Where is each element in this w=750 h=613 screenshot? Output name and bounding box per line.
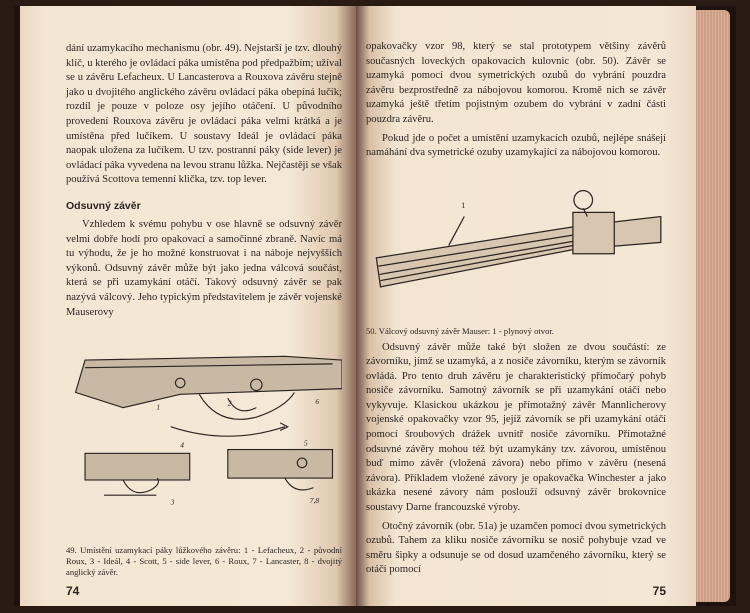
figure-label: 5 <box>303 438 308 448</box>
paragraph: Pokud jde o počet a umístění uzamykacích ozubů, nejlépe snášejí namáhání dva symetrické ozuby uzamykající za nábojovou komorou. <box>366 132 666 159</box>
figure-label: 3 <box>170 497 175 507</box>
figure-caption: 49. Umístění uzamykací páky lůžkového závěru: 1 - Lefacheux, 2 - původní Roux, 3 - Ideál, 4 - Scott, 5 - side lever, 6 - Roux, 7 - Lancaster, 8 - dvojitý anglický závěr. <box>66 545 342 577</box>
section-heading: Odsuvný závěr <box>66 199 141 212</box>
figure-label: 4 <box>180 440 185 450</box>
figure-50 <box>366 167 666 318</box>
figure-label: 1 <box>156 402 161 412</box>
left-page <box>20 6 356 606</box>
book-spread <box>14 6 736 606</box>
page-number: 74 <box>66 584 80 598</box>
page-edges <box>696 10 730 602</box>
figure-label: 1 <box>461 200 466 210</box>
page-number: 75 <box>652 584 666 598</box>
right-page <box>356 6 696 606</box>
paragraph: Odsuvný závěr může také být složen ze dvou součástí: ze závorníku, jímž se uzamyká, a z nosiče závorníku, kterým se závorník ovládá. Pro tento druh závěru je charakteristický přímočarý pohyb nosiče závorníku. Samotný závorník se při uzamykání otáčí nebo vykyvuje. Klasickou ukázkou je přímotažný závěr Mannlicherovy vojenské opakovačky vzor 95, jejíž závorník se při uzamykání otáčí pomocí šroubových drážek uvnitř nosiče závorníku. Přímotažné odsuvné závěry mohou též být uzamykány tzv. závorou, umístěnou buď mimo závěr (vložená závora) nebo přímo v závěru (nesená závora). Příkladem vložené závory je opakovačka Winchester a jako ukázka nesené závory nám poslouží odsuvný závěr brokovnice soustavy Darne francouzské výroby. <box>366 341 666 514</box>
paragraph: opakovačky vzor 98, který se stal prototypem většiny závěrů současných loveckých opakovacích kulovnic (obr. 50). Závěr se uzamyká pomocí dvou symetrických ozubů do vybrání pouzdra závěru bezprostředně za nábojovou komorou. Kromě nich se závěr uzamyká ještě třetím pojistným ozubem do vybrání v zadní části pouzdra závěru. <box>366 41 666 125</box>
figure-label: 7,8 <box>309 495 320 505</box>
paragraph: Otočný závorník (obr. 51a) je uzamčen pomocí dvou symetrických ozubů. Tahem za kliku nosiče závorníku se nosič pohybuje vzad ve směru šipky a odsunuje se od dosud uzamčeného závorníku, který se otáčí pomocí <box>366 520 666 576</box>
figure-label: 2 <box>227 398 232 408</box>
figure-caption: 50. Válcový odsuvný závěr Mauser: 1 - plynový otvor. <box>366 325 554 336</box>
figure-50-drawing <box>366 167 666 318</box>
figure-label: 6 <box>315 396 320 406</box>
paragraph: Vzhledem k svému pohybu v ose hlavně se odsuvný závěr velmi dobře hodí pro opakovací a samočinné zbraně. Navíc má tu výhodu, že je ho možné konstruovat i na náboje nejvyšších výkonů. Odsuvný závěr může být jako jedna válcová součást, která se při uzamykání otáčí. Takový odsuvný závěr se pak nazývá válcový. Jeho typickým představitelem je závěr vojenské Mauserovy <box>66 218 342 318</box>
paragraph: dání uzamykacího mechanismu (obr. 49). Nejstarší je tzv. dlouhý klíč, u kterého je ovládací páka umístěna pod předpažbím; užíval se u závěru Lefacheux. U Lancasterova a Rouxova závěru stejně jako u dvojitého anglického závěru ovládací páka obepíná lučík; rozdíl je pouze v poloze osy jejího otáčení. U původního provedení Rouxova závěru je ovládací páka velmi krátká a je umístěna před lučíkem. U soustavy Ideál je ovládací páka naopak uložena za lučíkem. U tzv. postranní páky (side lever) je ovládací páka vyvedena na levou stranu lůžka. Nejčastěji se však používá Scottova temenní klička, tzv. top lever. <box>66 43 342 186</box>
figure-49-drawing <box>66 326 342 537</box>
figure-49 <box>66 326 342 537</box>
